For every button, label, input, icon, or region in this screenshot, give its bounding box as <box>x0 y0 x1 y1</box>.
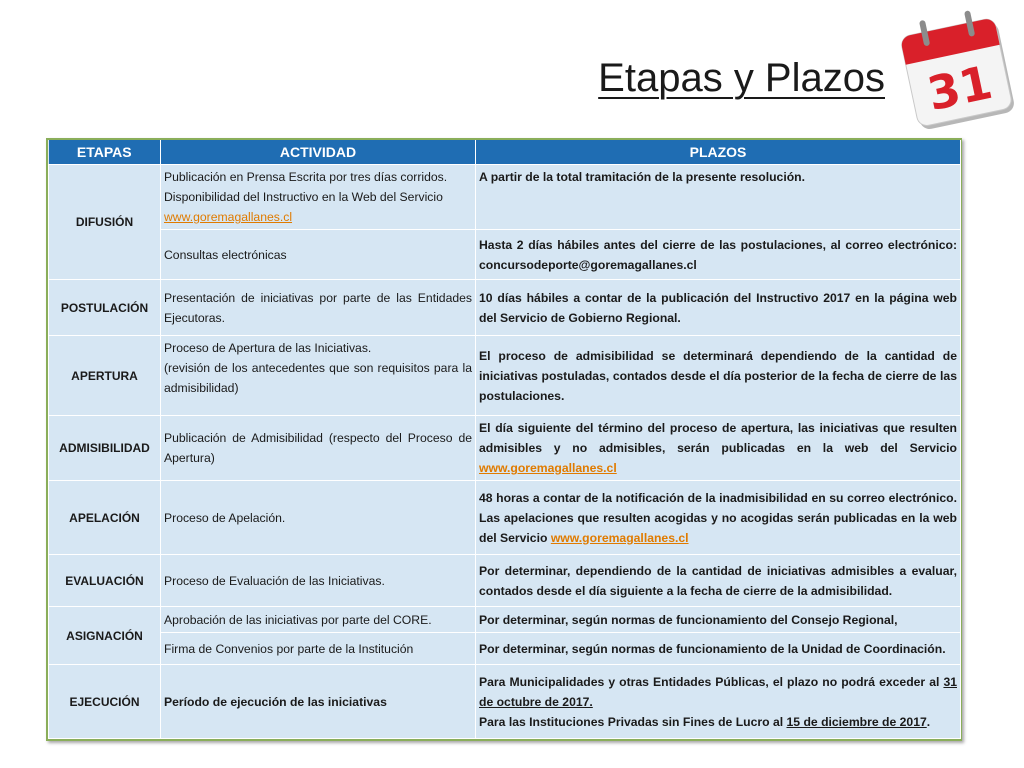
plazo-text: El día siguiente del término del proceso de apertura, las iniciativas que resulten admisibles y no admisibles, serán publicadas en la web del Servicio <box>479 421 957 455</box>
plazo-text: Para Municipalidades y otras Entidades Públicas, el plazo no podrá exceder al <box>479 674 940 689</box>
table-row <box>49 416 961 481</box>
plazo-cell: Por determinar, según normas de funcionamiento de la Unidad de Coordinación. <box>476 633 961 665</box>
etapa-cell: APELACIÓN <box>49 481 161 555</box>
etapa-cell: EJECUCIÓN <box>49 665 161 739</box>
actividad-text: (revisión de los antecedentes que son requisitos para la admisibilidad) <box>164 361 472 395</box>
actividad-cell <box>161 336 476 416</box>
plazo-date: 31 de octubre de 2017. <box>479 674 957 709</box>
plazo-date: 15 de diciembre de 2017 <box>786 714 927 729</box>
actividad-cell: Presentación de iniciativas por parte de las Entidades Ejecutoras. <box>161 280 476 336</box>
actividad-cell: Publicación de Admisibilidad (respecto del Proceso de Apertura) <box>161 416 476 481</box>
plazo-cell: Por determinar, según normas de funcionamiento del Consejo Regional, <box>476 607 961 633</box>
plazo-text: . <box>926 714 931 729</box>
actividad-cell: Aprobación de las iniciativas por parte del CORE. <box>161 607 476 633</box>
goremagallanes-link[interactable]: www.goremagallanes.cl <box>164 210 293 224</box>
header-etapas: ETAPAS <box>49 140 161 165</box>
actividad-cell: Período de ejecución de las iniciativas <box>161 665 476 739</box>
etapa-cell: APERTURA <box>49 336 161 416</box>
plazo-cell <box>476 665 961 739</box>
actividad-cell <box>161 165 476 230</box>
calendar-icon <box>896 8 1020 132</box>
plazo-cell: Por determinar, dependiendo de la cantidad de iniciativas admisibles a evaluar, contados desde el día siguiente a la fecha de cierre de la admisibilidad. <box>476 555 961 607</box>
table-row <box>49 607 961 633</box>
plazo-text: 48 horas a contar de la notificación de la inadmisibilidad en su correo electrónico. Las apelaciones que resulten acogidas y no acogidas serán publicadas en la web del Servicio <box>479 490 957 545</box>
etapa-cell: POSTULACIÓN <box>49 280 161 336</box>
table-row <box>49 481 961 555</box>
stages-table <box>46 138 962 741</box>
table-row <box>49 230 961 280</box>
actividad-cell: Proceso de Apelación. <box>161 481 476 555</box>
plazo-cell: 10 días hábiles a contar de la publicación del Instructivo 2017 en la página web del Servicio de Gobierno Regional. <box>476 280 961 336</box>
goremagallanes-link[interactable]: www.goremagallanes.cl <box>479 461 617 475</box>
plazo-cell: El proceso de admisibilidad se determinará dependiendo de la cantidad de iniciativas postuladas, contados desde el día posterior de la fecha de cierre de las postulaciones. <box>476 336 961 416</box>
table-row <box>49 633 961 665</box>
etapa-cell: EVALUACIÓN <box>49 555 161 607</box>
actividad-cell: Firma de Convenios por parte de la Institución <box>161 633 476 665</box>
actividad-text: Proceso de Apertura de las Iniciativas. <box>164 341 372 355</box>
actividad-text: Publicación en Prensa Escrita por tres días corridos. <box>164 170 448 184</box>
page-title: Etapas y Plazos <box>598 56 885 100</box>
calendar-number: 31 <box>922 54 997 122</box>
plazo-cell <box>476 481 961 555</box>
plazo-cell: A partir de la total tramitación de la presente resolución. <box>476 165 961 230</box>
etapa-cell: DIFUSIÓN <box>49 165 161 280</box>
actividad-cell: Consultas electrónicas <box>161 230 476 280</box>
header-actividad: ACTIVIDAD <box>161 140 476 165</box>
table-row <box>49 280 961 336</box>
plazo-cell: Hasta 2 días hábiles antes del cierre de las postulaciones, al correo electrónico: concursodeporte@goremagallanes.cl <box>476 230 961 280</box>
actividad-cell: Proceso de Evaluación de las Iniciativas. <box>161 555 476 607</box>
table-row <box>49 555 961 607</box>
header-plazos: PLAZOS <box>476 140 961 165</box>
table-row <box>49 165 961 230</box>
actividad-text: Disponibilidad del Instructivo en la Web del Servicio <box>164 190 443 204</box>
plazo-text: Para las Instituciones Privadas sin Fines de Lucro al <box>479 714 784 729</box>
etapa-cell: ADMISIBILIDAD <box>49 416 161 481</box>
plazo-cell <box>476 416 961 481</box>
etapa-cell: ASIGNACIÓN <box>49 607 161 665</box>
table-row <box>49 665 961 739</box>
table-row <box>49 336 961 416</box>
goremagallanes-link[interactable]: www.goremagallanes.cl <box>550 530 689 545</box>
table-header-row <box>49 140 961 165</box>
